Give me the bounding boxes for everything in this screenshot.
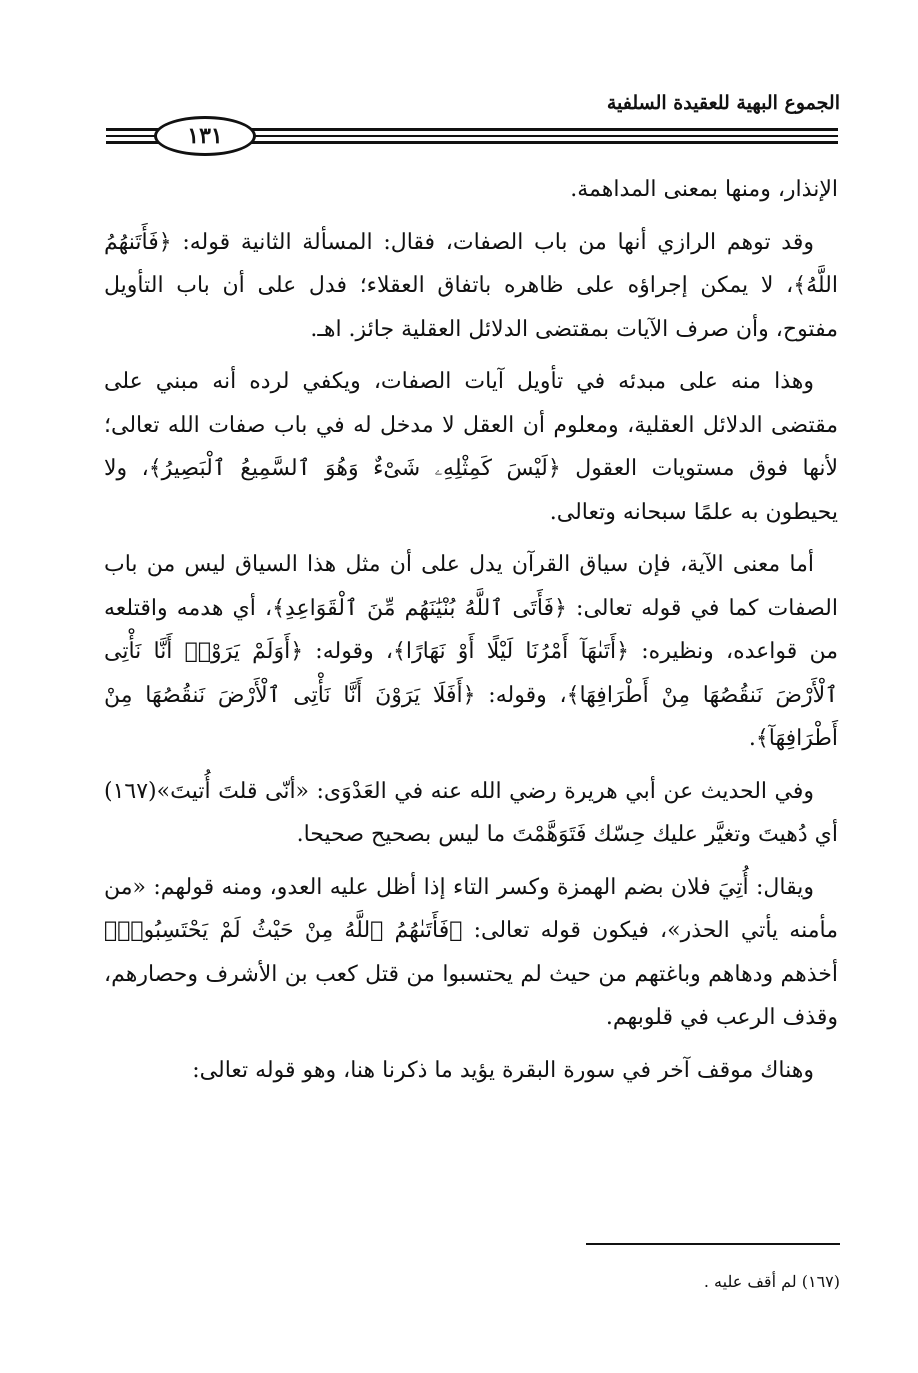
running-header-title: الجموع البهية للعقيدة السلفية [606,92,840,114]
body-text [104,168,838,1101]
footnote: (١٦٧) لم أقف عليه . [703,1272,840,1291]
paragraph: وهذا منه على مبدئه في تأويل آيات الصفات، ويكفي لرده أنه مبني على مقتضى الدلائل العقلية، ومعلوم أن العقل لا مدخل له في باب صفات الله تعالى؛ لأنها فوق مستويات العقول ﴿لَيْسَ كَمِثْلِهِۦ شَىْءٌ وَهُوَ ٱلسَّمِيعُ ٱلْبَصِيرُ﴾، ولا يحيطون به علمًا سبحانه وتعالى. [104,369,838,525]
paragraph: وقد توهم الرازي أنها من باب الصفات، فقال: المسألة الثانية قوله: ﴿فَأَتَنهُمُ اللَّهُ﴾، لا يمكن إجراؤه على ظاهره باتفاق العقلاء؛ فدل على أن باب التأويل مفتوح، وأن صرف الآيات بمقتضى الدلائل العقلية جائز. اهـ. [104,229,838,342]
paragraph: وفي الحديث عن أبي هريرة رضي الله عنه في العَدْوَى: «أنّى قلتَ أُتيتَ»(١٦٧) أي دُهيتَ وتغيَّر عليك حِسّك فَتَوَهَّمْتَ ما ليس بصحيح صحيحا. [104,778,838,847]
page-number: ١٣١ [187,123,223,149]
page-number-badge [154,116,256,156]
footnote-separator [586,1243,840,1245]
paragraph: ويقال: أُتِيَ فلان بضم الهمزة وكسر التاء إذا أظل عليه العدو، ومنه قولهم: «من مأمنه يأتي الحذر»، فيكون قوله تعالى: ﴿فَأَتَىٰهُمُ ٱللَّهُ مِنْ حَيْثُ لَمْ يَحْتَسِبُوا۟﴾ أخذهم ودهاهم وباغتهم من حيث لم يحتسبوا من قتل كعب بن الأشرف وحصارهم، وقذف الرعب في قلوبهم. [104,874,838,1030]
paragraph: الإنذار، ومنها بمعنى المداهمة. [570,177,838,202]
paragraph: وهناك موقف آخر في سورة البقرة يؤيد ما ذكرنا هنا، وهو قوله تعالى: [192,1057,814,1083]
paragraph: أما معنى الآية، فإن سياق القرآن يدل على أن مثل هذا السياق ليس من باب الصفات كما في قوله تعالى: ﴿فَأَتَى ٱللَّهُ بُنْيَٰنَهُم مِّنَ ٱلْقَوَاعِدِ﴾، أي هدمه واقتلعه من قواعده، ونظيره: ﴿أَتَىٰهَآ أَمْرُنَا لَيْلًا أَوْ نَهَارًا﴾، وقوله: ﴿أَوَلَمْ يَرَوْا۟ أَنَّا نَأْتِى ٱلْأَرْضَ نَنقُصُهَا مِنْ أَطْرَافِهَا﴾، وقوله: ﴿أَفَلَا يَرَوْنَ أَنَّا نَأْتِى ٱلْأَرْضَ نَنقُصُهَا مِنْ أَطْرَافِهَآ﴾. [104,552,839,751]
